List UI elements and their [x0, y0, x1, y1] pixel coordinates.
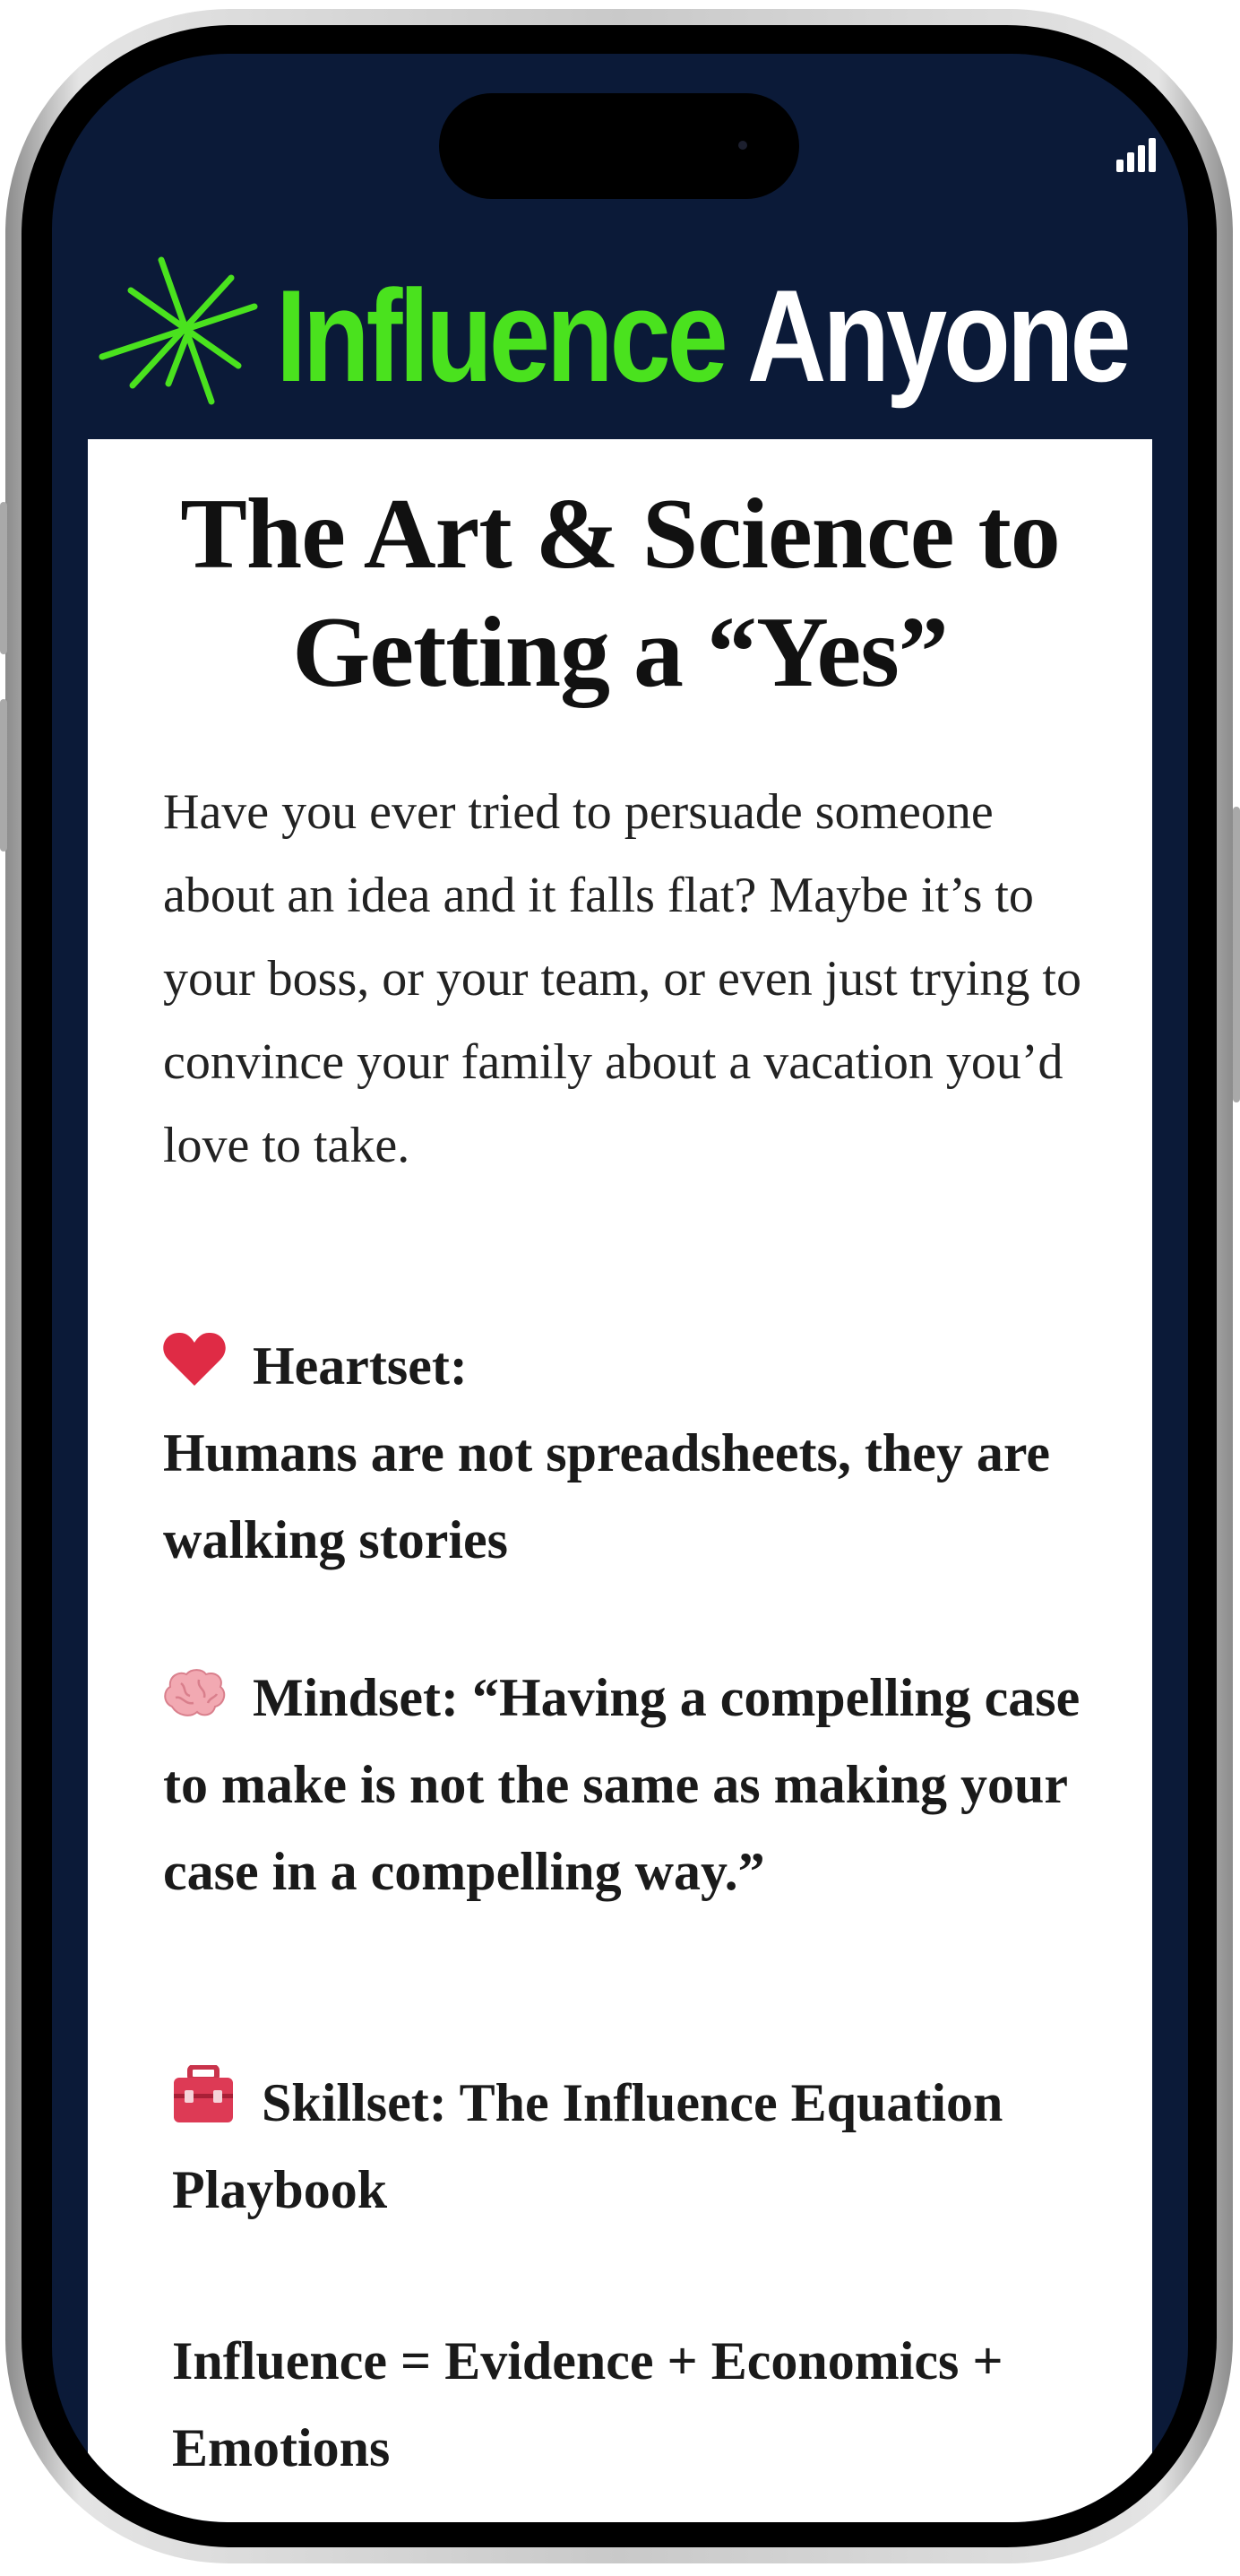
brain-icon: [163, 1669, 226, 1719]
dynamic-island: [439, 93, 799, 199]
wifi-icon: [1186, 131, 1188, 170]
mindset-section: [163, 1655, 1122, 1915]
side-power-button: [1233, 807, 1240, 1102]
site-header: [52, 233, 1188, 409]
skillset-section: [172, 2060, 1131, 2234]
page-title: The Art & Science to Getting a “Yes”: [180, 479, 1060, 708]
heart-icon: [163, 1330, 226, 1387]
intro-paragraph: Have you ever tried to persuade someone about an idea and it falls flat? Maybe it’s to your boss, or your team, or even just trying to convince your family about a vacation you’d love to take.: [163, 784, 1081, 1173]
content-card: [88, 439, 1152, 2522]
heartset-section: [163, 1323, 1122, 1584]
brand-word-influence: Influence: [276, 263, 725, 409]
volume-up-button: [0, 502, 7, 654]
skillset-text: Skillset: The Influence Equation Playbook: [172, 2073, 1003, 2219]
signal-bars-icon: [1116, 133, 1156, 172]
volume-down-button: [0, 699, 7, 851]
mindset-text: Mindset: “Having a compelling case to make is not the same as making your case in a compelling way.”: [163, 1668, 1081, 1901]
heartset-text: Humans are not spreadsheets, they are walking stories: [163, 1423, 1050, 1569]
toolbox-icon: [172, 2065, 235, 2124]
starburst-logo-icon: [97, 251, 258, 412]
brand-title: [276, 263, 1128, 409]
phone-screen: [52, 54, 1188, 2522]
front-camera: [738, 141, 747, 150]
influence-equation: Influence = Evidence + Economics + Emotions: [172, 2331, 1003, 2477]
brand-word-anyone: Anyone: [746, 263, 1128, 409]
heartset-label: Heartset:: [253, 1336, 468, 1396]
